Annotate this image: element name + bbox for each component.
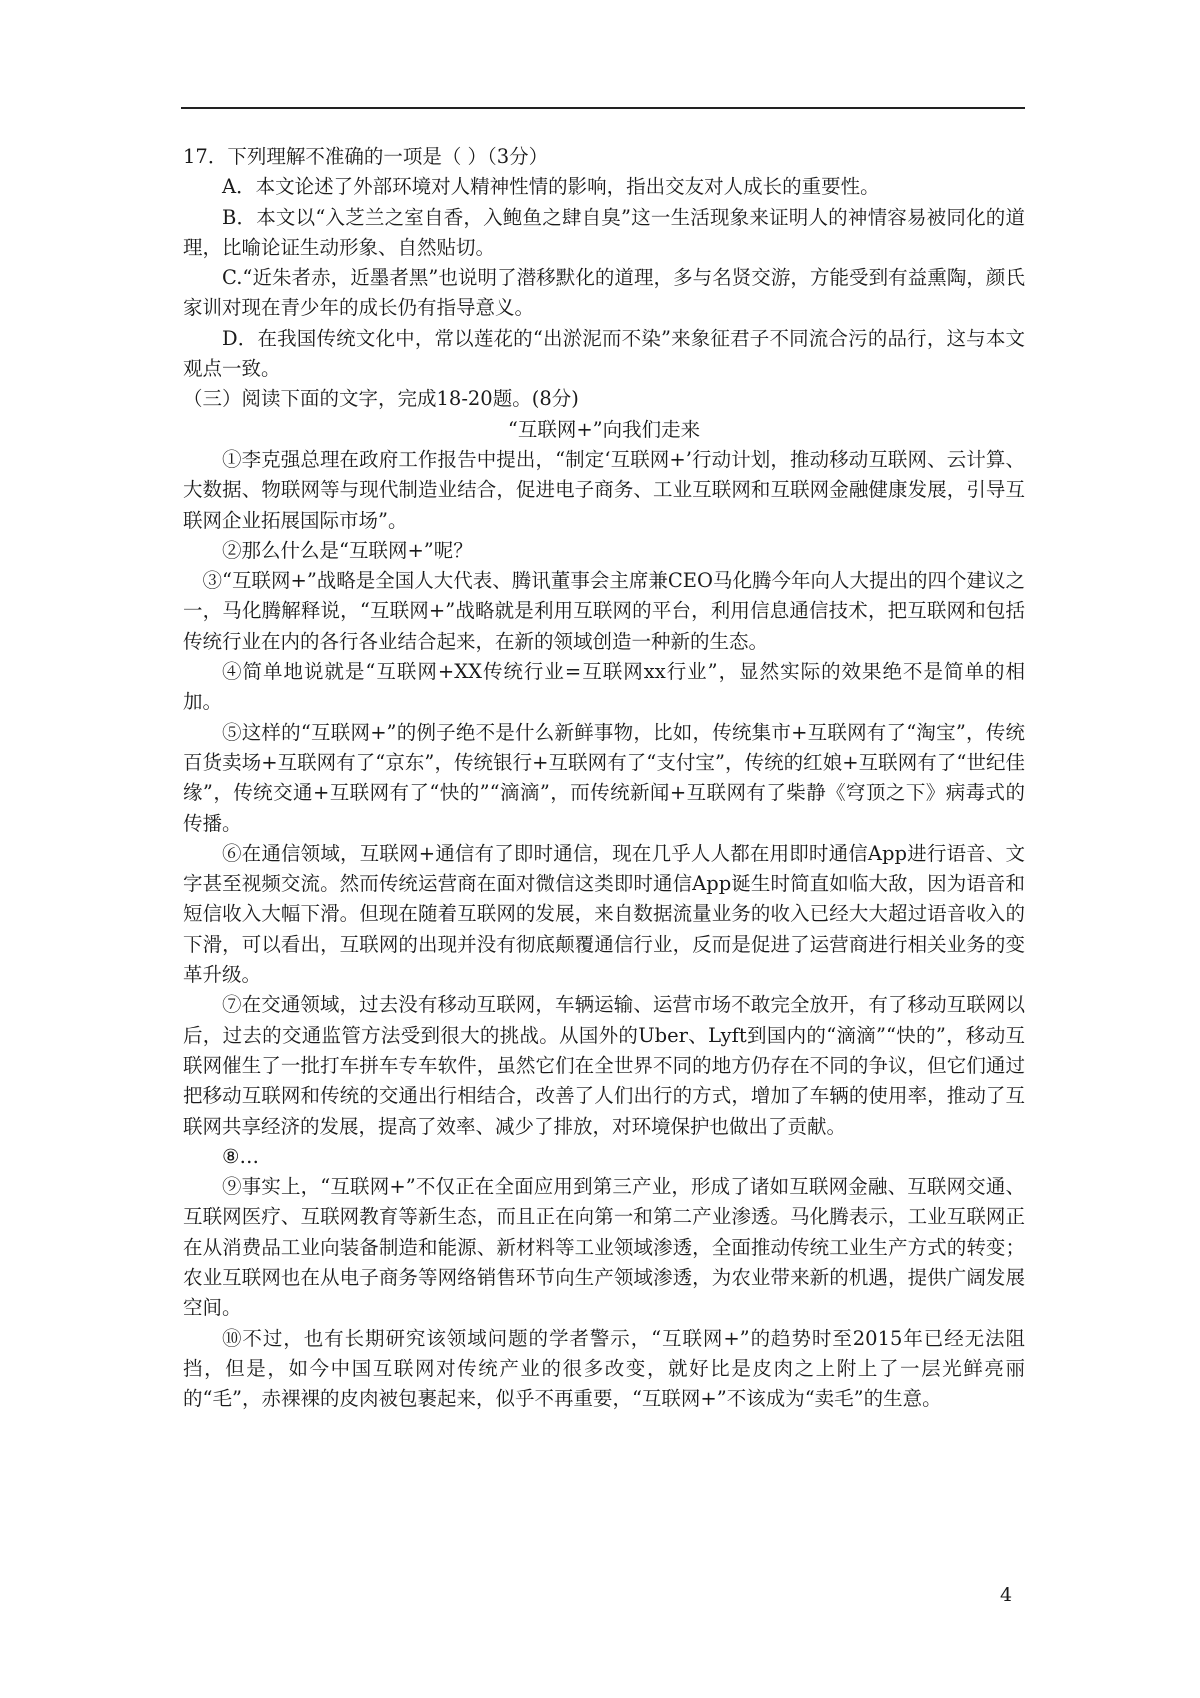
option-a: A．本文论述了外部环境对人精神性情的影响，指出交友对人成长的重要性。 [222, 175, 880, 199]
paragraph-3: ③“互联网+”战略是全国人大代表、腾讯董事会主席兼CEO马化腾今年向人大提出的四个建议之一，马化腾解释说，“互联网+”战略就是利用互联网的平台，利用信息通信技术，把互联网和包括传统行业在内的各行各业结合起来，在新的领域创造一种新的生态。 [183, 569, 1025, 653]
paragraph-8: ⑧… [222, 1144, 259, 1168]
option-c: C.“近朱者赤，近墨者黑”也说明了潜移默化的道理，多与名贤交游，方能受到有益熏陶，颜氏家训对现在青少年的成长仍有指导意义。 [183, 266, 1025, 320]
paragraph-5: ⑤这样的“互联网+”的例子绝不是什么新鲜事物，比如，传统集市+互联网有了“淘宝”，传统百货卖场+互联网有了“京东”，传统银行+互联网有了“支付宝”，传统的红娘+互联网有了“世纪佳缘”，传统交通+互联网有了“快的”“滴滴”，而传统新闻+互联网有了柴静《穹顶之下》病毒式的传播。 [183, 720, 1025, 835]
paragraph-4: ④简单地说就是“互联网+XX传统行业=互联网xx行业”，显然实际的效果绝不是简单的相加。 [183, 660, 1025, 714]
paragraph-7: ⑦在交通领域，过去没有移动互联网，车辆运输、运营市场不敢完全放开，有了移动互联网以后，过去的交通监管方法受到很大的挑战。从国外的Uber、Lyft到国内的“滴滴”“快的”，移动互联网催生了一批打车拼车专车软件，虽然它们在全世界不同的地方仍存在不同的争议，但它们通过把移动互联网和传统的交通出行相结合，改善了人们出行的方式，增加了车辆的使用率，推动了互联网共享经济的发展，提高了效率、减少了排放，对环境保护也做出了贡献。 [183, 993, 1025, 1138]
paragraph-1: ①李克强总理在政府工作报告中提出，“制定‘互联网+’行动计划，推动移动互联网、云计算、大数据、物联网等与现代制造业结合，促进电子商务、工业互联网和互联网金融健康发展，引导互联网企业拓展国际市场”。 [183, 447, 1025, 532]
header-rule [181, 107, 1025, 109]
paragraph-2: ②那么什么是“互联网+”呢？ [222, 538, 473, 562]
question-stem: 17．下列理解不准确的一项是（ ）（3分） [183, 145, 549, 168]
page-content [183, 142, 1025, 1414]
paragraph-10: ⑩不过，也有长期研究该领域问题的学者警示，“互联网+”的趋势时至2015年已经无法阻挡，但是，如今中国互联网对传统产业的很多改变，就好比是皮肉之上附上了一层光鲜亮丽的“毛”，赤裸裸的皮肉被包裹起来，似乎不再重要，“互联网+”不该成为“卖毛”的生意。 [183, 1326, 1025, 1411]
option-d: D．在我国传统文化中，常以莲花的“出淤泥而不染”来象征君子不同流合污的品行，这与本文观点一致。 [183, 326, 1025, 381]
paragraph-9: ⑨事实上，“互联网+”不仅正在全面应用到第三产业，形成了诸如互联网金融、互联网交通、互联网医疗、互联网教育等新生态，而且正在向第一和第二产业渗透。马化腾表示，工业互联网正在从消费品工业向装备制造和能源、新材料等工业领域渗透，全面推动传统工业生产方式的转变；农业互联网也在从电子商务等网络销售环节向生产领域渗透，为农业带来新的机遇，提供广阔发展空间。 [183, 1175, 1025, 1320]
page-number: 4 [1000, 1584, 1013, 1606]
option-b: B．本文以“入芝兰之室自香，入鲍鱼之肆自臭”这一生活现象来证明人的神情容易被同化的道理，比喻论证生动形象、自然贴切。 [183, 205, 1025, 259]
paragraph-6: ⑥在通信领域，互联网+通信有了即时通信，现在几乎人人都在用即时通信App进行语音、文字甚至视频交流。然而传统运营商在面对微信这类即时通信App诞生时简直如临大敌，因为语音和短信收入大幅下滑。但现在随着互联网的发展，来自数据流量业务的收入已经大大超过语音收入的下滑，可以看出，互联网的出现并没有彻底颠覆通信行业，反而是促进了运营商进行相关业务的变革升级。 [183, 841, 1025, 987]
section-heading: （三）阅读下面的文字，完成18-20题。(8分) [183, 387, 579, 411]
article-title: “互联网+”向我们走来 [507, 417, 701, 441]
